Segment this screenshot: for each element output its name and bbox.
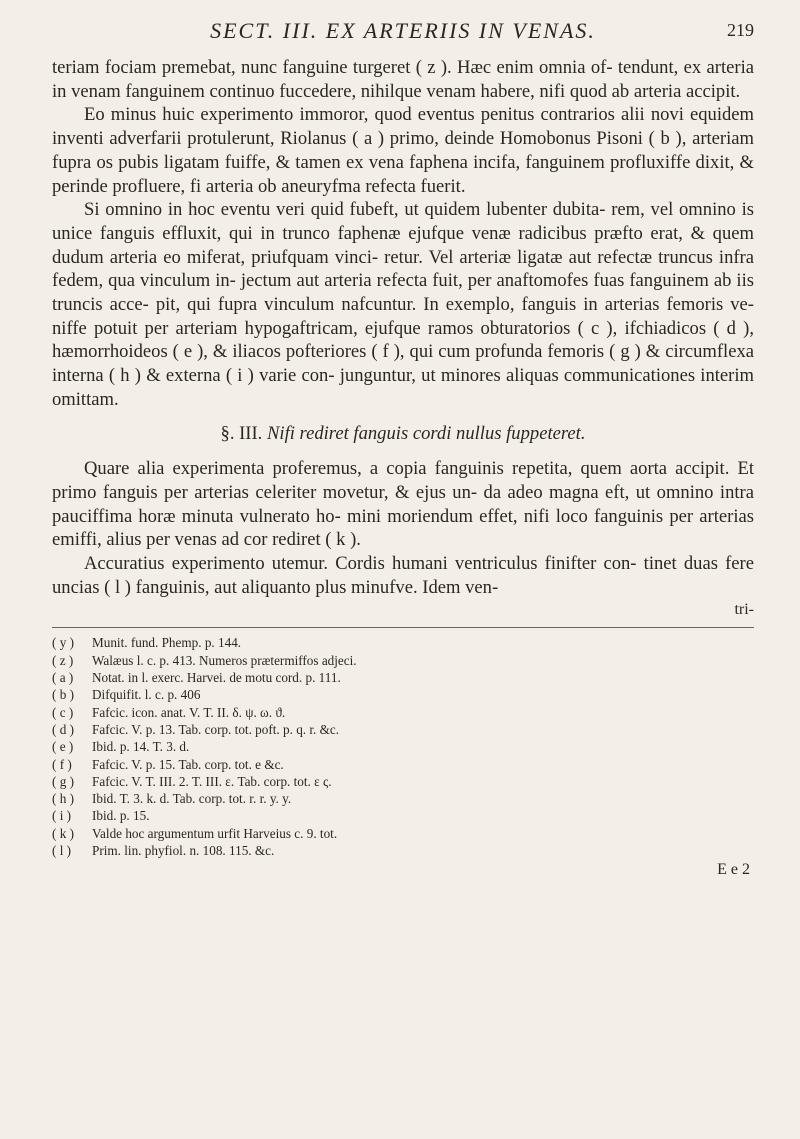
catchword: tri- <box>734 601 754 619</box>
footnote-mark: ( e ) <box>52 739 74 755</box>
footnote-mark: ( z ) <box>52 652 74 668</box>
footnote-text: Ibid. p. 14. T. 3. d. <box>92 739 190 755</box>
footnote-text: Notat. in l. exerc. Harvei. de motu cord. p. 111. <box>92 670 341 686</box>
footnote <box>52 842 754 859</box>
footnote <box>52 686 754 703</box>
paragraph: Si omnino in hoc eventu veri quid fubeft, ut quidem lubenter dubita- rem, vel omnino is unice fanguis effluxit, qui in trunco faphenæ ejufque venæ radicibus præfto erat, & quem dudum arteria eo miferat, priufquam vinci- retur. Vel arteriæ ligatæ aut refectæ truncus infra fedem, qua vinculum in- jectum aut arteria refecta fuit, per anaftomofes fuas fanguinem ab iis truncis acce- pit, qui fupra vinculum nafcuntur. In exemplo, fanguis in arterias femoris ve- niffe potuit per arteriam hypogaftricam, ejufque ramos obturatorios ( c ), ifchiadicos ( d ), hæmorrhoideos ( e ), & iliacos pofteriores ( f ), qui cum profunda femoris ( g ) & circumflexa interna ( h ) & externa ( i ) varie con- junguntur, ut minores aliquas communicationes interim omittam. <box>52 199 754 410</box>
footnote <box>52 634 754 651</box>
main-text <box>52 56 754 599</box>
footnote-text: Difquifit. l. c. p. 406 <box>92 687 201 703</box>
footnote-mark: ( h ) <box>52 791 74 807</box>
footnote-text: Munit. fund. Phemp. p. 144. <box>92 635 242 651</box>
page-number: 219 <box>727 20 754 40</box>
footnote-text: Prim. lin. phyfiol. n. 108. 115. &c. <box>92 843 275 859</box>
section-number: §. III. <box>220 422 263 444</box>
footnote-mark: ( l ) <box>52 843 72 859</box>
paragraph: Eo minus huic experimento immoror, quod eventus penitus contrarios alii novi equidem inventi adverfarii protulerunt, Riolanus ( a ) primo, deinde Homobonus Pisoni ( b ), arteriam fupra os pubis ligatam fuiffe, & tamen ex vena faphena incifa, fanguinem profluxiffe dixit, & perinde profluere, fi arteria ob aneuryfma refecta fuerit. <box>52 104 754 197</box>
footnote-mark: ( a ) <box>52 670 74 686</box>
footnote-mark: ( f ) <box>52 756 72 772</box>
footnote <box>52 738 754 755</box>
footnote <box>52 825 754 842</box>
footnote <box>52 807 754 824</box>
paragraph: Accuratius experimento utemur. Cordis humani ventriculus finifter con- tinet duas fere uncias ( l ) fanguinis, aut aliquanto plus minufve. Idem ven- <box>52 553 754 598</box>
footnote-text: Ibid. T. 3. k. d. Tab. corp. tot. r. r. y. y. <box>92 791 292 807</box>
footnote <box>52 669 754 686</box>
footnote-text: Ibid. p. 15. <box>92 808 150 824</box>
footnote <box>52 721 754 738</box>
footnote-text: Fafcic. V. T. III. 2. T. III. ε. Tab. corp. tot. ε ς. <box>92 773 332 789</box>
footnote-mark: ( i ) <box>52 808 72 824</box>
footnote-mark: ( c ) <box>52 704 74 720</box>
paragraph: teriam fociam premebat, nunc fanguine turgeret ( z ). Hæc enim omnia of- tendunt, ex arteria in venam fanguinem continuo fuccedere, nihilque venam habere, nifi quod ab arteria accipit. <box>52 57 754 102</box>
footnote-text: Fafcic. icon. anat. V. T. II. δ. ψ. ω. ϑ. <box>92 704 286 720</box>
footnote-text: Fafcic. V. p. 13. Tab. corp. tot. poft. p. q. r. &c. <box>92 721 340 737</box>
signature-mark: E e 2 <box>717 861 750 879</box>
footnote-text: Fafcic. V. p. 15. Tab. corp. tot. e &c. <box>92 756 284 772</box>
footnote <box>52 773 754 790</box>
footnote <box>52 704 754 721</box>
footnote-text: Valde hoc argumentum urfit Harveius c. 9. tot. <box>92 825 338 841</box>
footnote-mark: ( b ) <box>52 687 74 703</box>
footnote-mark: ( d ) <box>52 721 74 737</box>
footnote-mark: ( k ) <box>52 825 74 841</box>
section-title: Nifi rediret fanguis cordi nullus fuppeteret. <box>267 422 586 444</box>
section-heading <box>52 422 754 446</box>
footnotes <box>52 634 754 859</box>
running-title: SECT. III. EX ARTERIIS IN VENAS. <box>210 18 596 43</box>
running-head <box>52 18 754 46</box>
footnote <box>52 756 754 773</box>
paragraph: Quare alia experimenta proferemus, a copia fanguinis repetita, quem aorta accipit. Et primo fanguis per arterias celeriter movetur, & ejus un- da adeo magna eft, ut omnino intra pauciffima horæ minuta vulnerato ho- mini moriendum effet, nifi loco fanguinis per arterias emiffi, alius per venas ad cor rediret ( k ). <box>52 458 754 551</box>
footnote-mark: ( y ) <box>52 635 74 651</box>
footnote <box>52 652 754 669</box>
footnote <box>52 790 754 807</box>
footnote-mark: ( g ) <box>52 773 74 789</box>
footnote-divider <box>52 627 754 628</box>
footnote-text: Walæus l. c. p. 413. Numeros prætermiffos adjeci. <box>92 652 357 668</box>
